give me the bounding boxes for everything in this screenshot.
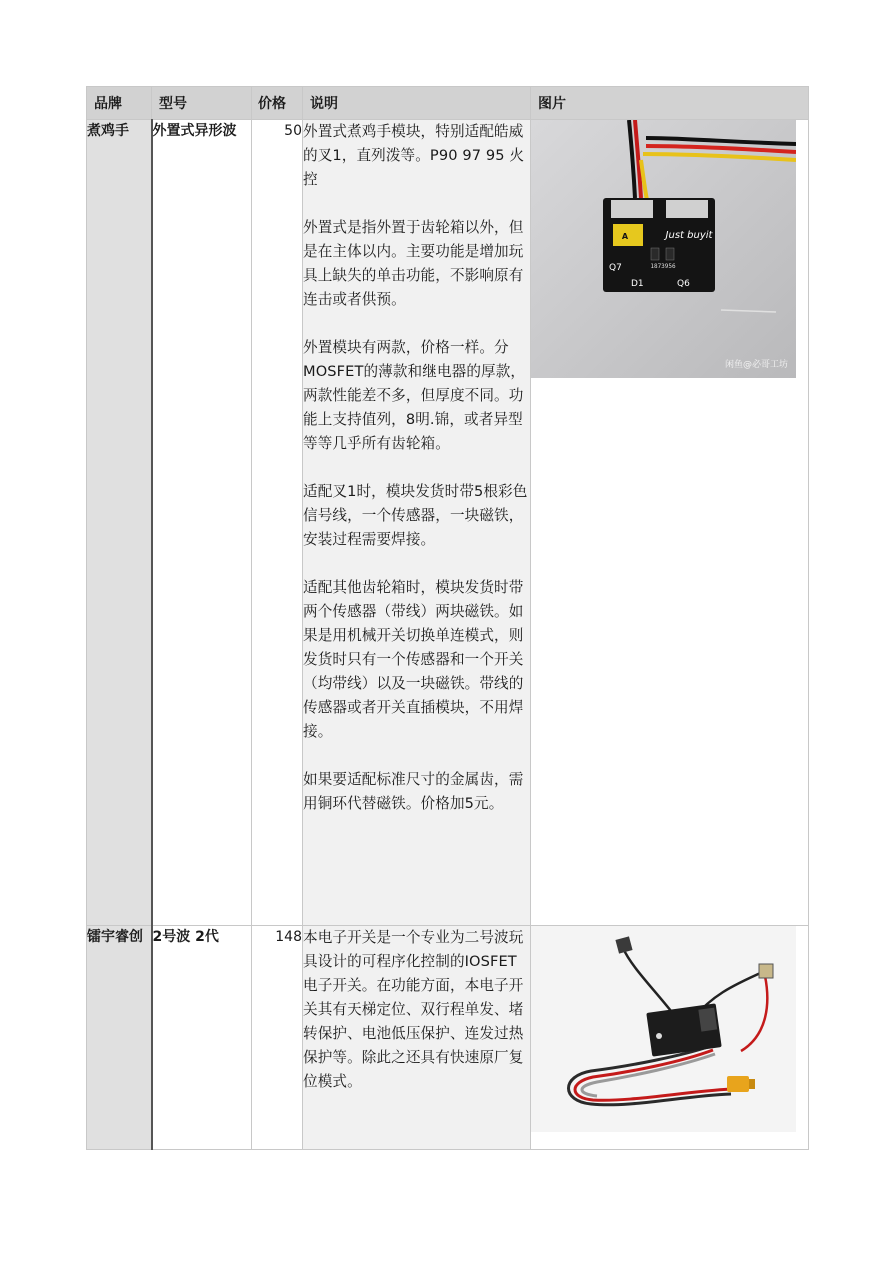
module-photo [531,120,796,378]
switch-photo [531,926,796,1132]
board-logo-text: A [621,232,629,241]
image-cell [531,926,809,1150]
model-cell: 2号波 2代 [152,926,252,1150]
image-column-header: 图片 [531,87,809,120]
pcb-module-illustration [531,120,796,378]
table-row [87,120,809,926]
brand-column-header: 品牌 [87,87,152,120]
price-cell: 148 [252,926,303,1150]
model-cell: 外置式异形波 [152,120,252,926]
product-table [86,86,809,1150]
pcb-label: Q6 [677,279,690,289]
description-paragraph: 外置式是指外置于齿轮箱以外，但是在主体以内。主要功能是增加玩具上缺失的单击功能，不影响原有连击或者供预。 [303,219,524,308]
price-column-header: 价格 [252,87,303,120]
description-cell [303,120,531,926]
table-row [87,926,809,1150]
description-cell [303,926,531,1150]
image-watermark: 闲鱼@必哥工坊 [724,360,788,370]
brand-cell: 镭宇睿创 [87,926,152,1150]
board-brand-text: Just buyit [665,230,713,241]
description-paragraph: 如果要适配标准尺寸的金属齿，需用铜环代替磁铁。价格加5元。 [303,771,524,812]
electronic-switch-illustration [531,926,796,1132]
model-column-header: 型号 [152,87,252,120]
image-cell [531,120,809,926]
description-column-header: 说明 [303,87,531,120]
pcb-label: D1 [631,279,644,289]
header-row [87,87,809,120]
board-code-text: 1873956 [650,263,676,270]
description-paragraph: 外置模块有两款，价格一样。分MOSFET的薄款和继电器的厚款，两款性能差不多，但厚度不同。功能上支持值列，8明.锦，或者异型等等几乎所有齿轮箱。 [303,339,526,452]
price-cell: 50 [252,120,303,926]
pcb-label: Q7 [609,263,622,273]
description-paragraph: 本电子开关是一个专业为二号波玩具设计的可程序化控制的IOSFET电子开关。在功能方面，本电子开关其有天梯定位、双行程单发、堵转保护、电池低压保护、连发过热保护等。除此之还具有快速原厂复位模式。 [303,929,524,1090]
description-paragraph: 适配其他齿轮箱时，模块发货时带两个传感器（带线）两块磁铁。如果是用机械开关切换单连模式，则发货时只有一个传感器和一个开关（均带线）以及一块磁铁。带线的传感器或者开关直插模块，不用焊接。 [303,579,524,740]
description-paragraph: 外置式煮鸡手模块，特别适配皓威的叉1，直列泼等。P90 97 95 火控 [303,123,525,188]
description-paragraph: 适配叉1时，模块发货时带5根彩色信号线，一个传感器，一块磁铁，安装过程需要焊接。 [303,483,528,548]
brand-cell: 煮鸡手 [87,120,152,926]
